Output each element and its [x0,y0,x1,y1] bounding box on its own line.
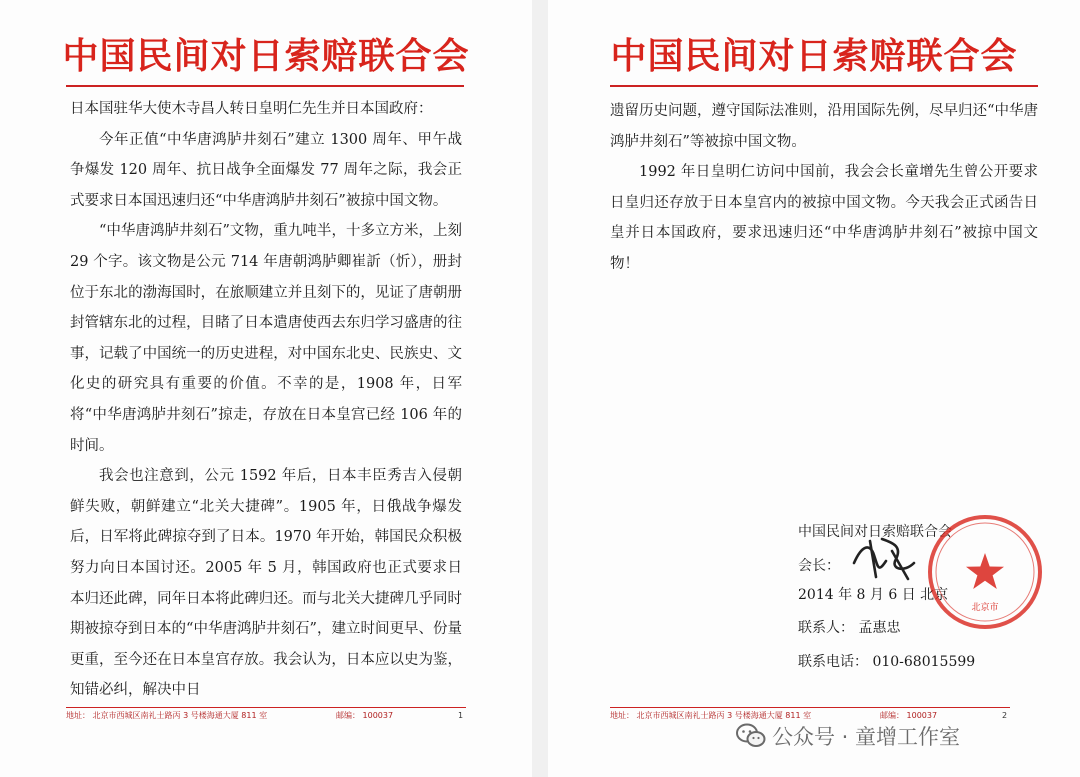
watermark [736,720,960,752]
watermark-text: 公众号 · 童增工作室 [772,725,961,749]
page-number: 2 [1002,711,1008,720]
paragraph: 1992 年日皇明仁访问中国前，我会会长童增先生曾公开要求日皇归还存放于日本皇宫内的被掠中国文物。今天我会正式函告日皇并日本国政府，要求迅速归还“中华唐鸿胪井刻石”被掠中国文物！ [610,164,1038,272]
signature-org: 中国民间对日索赔联合会 [798,524,952,540]
page-number: 1 [458,711,464,720]
wechat-icon [736,723,766,749]
footer-rule [610,707,1010,708]
footer-rule [66,707,466,708]
handwritten-signature [848,533,918,588]
continuation-paragraph: 遗留历史问题，遵守国际法准则，沿用国际先例，尽早归还“中华唐鸿胪井刻石”等被掠中国文物。 [610,103,1038,150]
footer-postcode: 邮编： 100037 [880,711,938,720]
letterhead-title: 中国民间对日索赔联合会 [610,36,1018,77]
contact-person: 联系人： 孟惠忠 [798,620,901,636]
contact-phone: 联系电话： 010-68015599 [798,654,976,670]
official-seal [926,513,1044,631]
letter-page-1 [0,0,532,777]
letter-page-2 [548,0,1080,777]
signature-date: 2014 年 8 月 6 日 北京 [798,587,949,603]
letter-body [70,94,462,706]
footer-address: 地址： 北京市西城区南礼士路丙 3 号楼海通大厦 811 室 [66,711,268,720]
footer-address: 地址： 北京市西城区南礼士路丙 3 号楼海通大厦 811 室 [610,711,812,720]
footer [66,711,464,721]
signature-president-label: 会长： [798,558,840,574]
letterhead-rule [610,85,1038,87]
page-gap [532,0,548,777]
letter-body [610,96,1038,280]
paragraph: 我会也注意到，公元 1592 年后，日本丰臣秀吉入侵朝鲜失败，朝鲜建立“北关大捷碑”。1905 年，日俄战争爆发后，日军将此碑掠夺到了日本。1970 年开始，韩国民众积极努力向日本国讨还。2005 年 5 月，韩国政府也正式要求日本归还此碑，同年日本将此碑归还。而与北关大捷碑几乎同时期被掠夺到日本的“中华唐鸿胪井刻石”，建立时间更早、份量更重，至今还在日本皇宫存放。我会认为，日本应以史为鉴，知错必纠，解决中日 [70,468,462,699]
letterhead-title: 中国民间对日索赔联合会 [62,36,470,77]
seal-center-label: 北京市 [971,603,999,613]
salutation: 日本国驻华大使木寺昌人转日皇明仁先生并日本国政府： [70,101,433,117]
paragraph: “中华唐鸿胪井刻石”文物，重九吨半，十多立方米，上刻 29 个字。该文物是公元 714 年唐朝鸿胪卿崔訢（忻），册封位于东北的渤海国时，在旅顺建立并且刻下的，见证了唐朝册封管辖东北的过程，目睹了日本遣唐使西去东归学习盛唐的往事，记载了中国统一的历史进程，对中国东北史、民族史、文化史的研究具有重要的价值。不幸的是，1908 年，日军将“中华唐鸿胪井刻石”掠走，存放在日本皇宫已经 106 年的时间。 [70,223,462,454]
letterhead-rule [66,85,464,87]
paragraph: 今年正值“中华唐鸿胪井刻石”建立 1300 周年、甲午战争爆发 120 周年、抗日战争全面爆发 77 周年之际，我会正式要求日本国迅速归还“中华唐鸿胪井刻石”被掠中国文物。 [70,131,462,209]
footer-postcode: 邮编： 100037 [336,711,394,720]
